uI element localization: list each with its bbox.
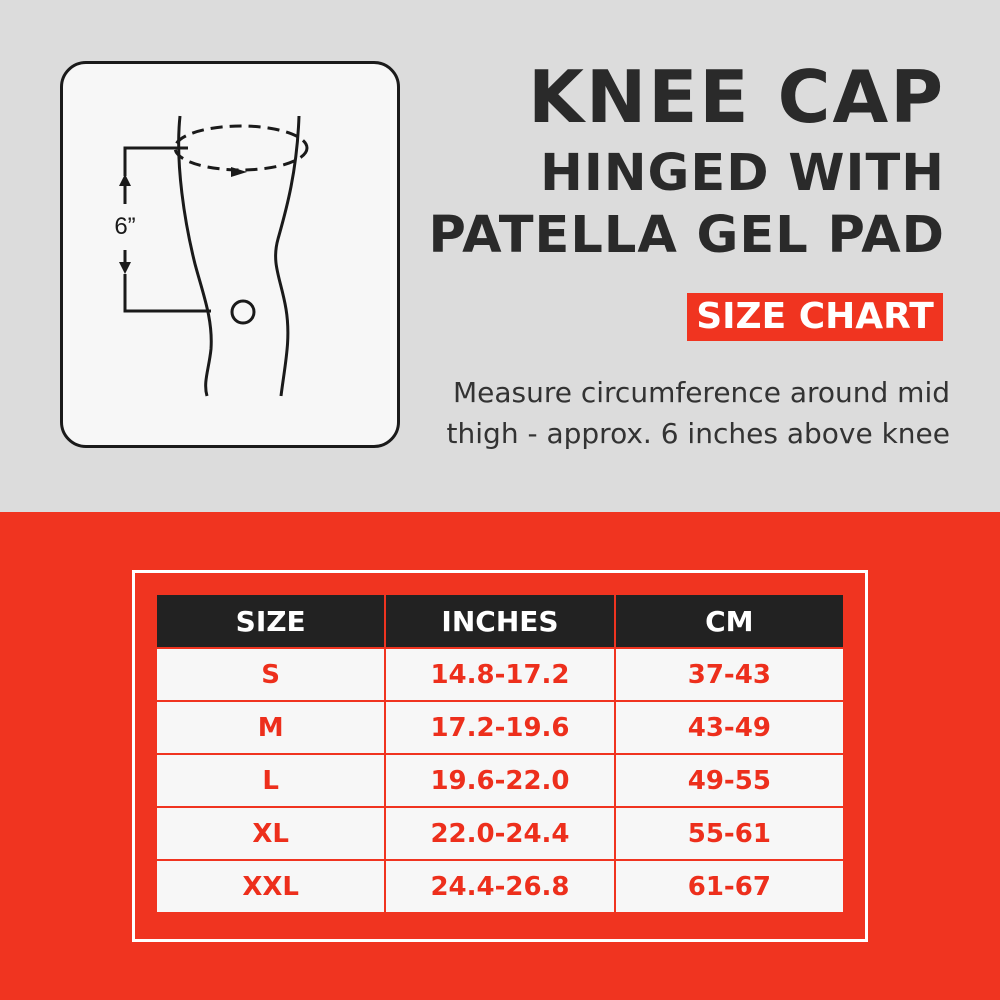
product-subtitle-line1: HINGED WITH <box>540 144 945 203</box>
inches-cell: 14.8-17.2 <box>385 648 614 701</box>
product-subtitle-line2: PATELLA GEL PAD <box>428 206 945 265</box>
table-row <box>156 860 844 913</box>
table-row <box>156 754 844 807</box>
cm-cell: 55-61 <box>615 807 844 860</box>
size-chart-badge: SIZE CHART <box>687 293 943 341</box>
cm-cell: 61-67 <box>615 860 844 913</box>
cm-cell: 37-43 <box>615 648 844 701</box>
product-title: KNEE CAP <box>528 55 945 139</box>
leg-outline-right <box>276 116 299 396</box>
leg-outline-left <box>179 116 212 396</box>
size-cell: XL <box>156 807 385 860</box>
size-cell: M <box>156 701 385 754</box>
column-header-size: SIZE <box>156 594 385 648</box>
cm-cell: 49-55 <box>615 754 844 807</box>
table-header-row <box>156 594 844 648</box>
size-cell: XXL <box>156 860 385 913</box>
circumference-arrow-icon <box>231 167 247 177</box>
inches-cell: 17.2-19.6 <box>385 701 614 754</box>
instruction-line-2: thigh - approx. 6 inches above knee <box>446 417 950 450</box>
measurement-diagram <box>60 61 400 448</box>
measurement-label: 6” <box>114 213 136 240</box>
size-cell: S <box>156 648 385 701</box>
table-row <box>156 701 844 754</box>
thigh-circumference-line <box>175 126 307 170</box>
table-row <box>156 807 844 860</box>
column-header-inches: INCHES <box>385 594 614 648</box>
table-row <box>156 648 844 701</box>
up-arrow-icon <box>119 174 131 186</box>
size-table <box>155 593 845 914</box>
kneecap-icon <box>232 301 254 323</box>
leg-diagram-icon <box>63 64 397 445</box>
column-header-cm: CM <box>615 594 844 648</box>
inches-cell: 22.0-24.4 <box>385 807 614 860</box>
instruction-line-1: Measure circumference around mid <box>452 376 950 409</box>
inches-cell: 19.6-22.0 <box>385 754 614 807</box>
size-cell: L <box>156 754 385 807</box>
cm-cell: 43-49 <box>615 701 844 754</box>
down-arrow-icon <box>119 262 131 274</box>
inches-cell: 24.4-26.8 <box>385 860 614 913</box>
